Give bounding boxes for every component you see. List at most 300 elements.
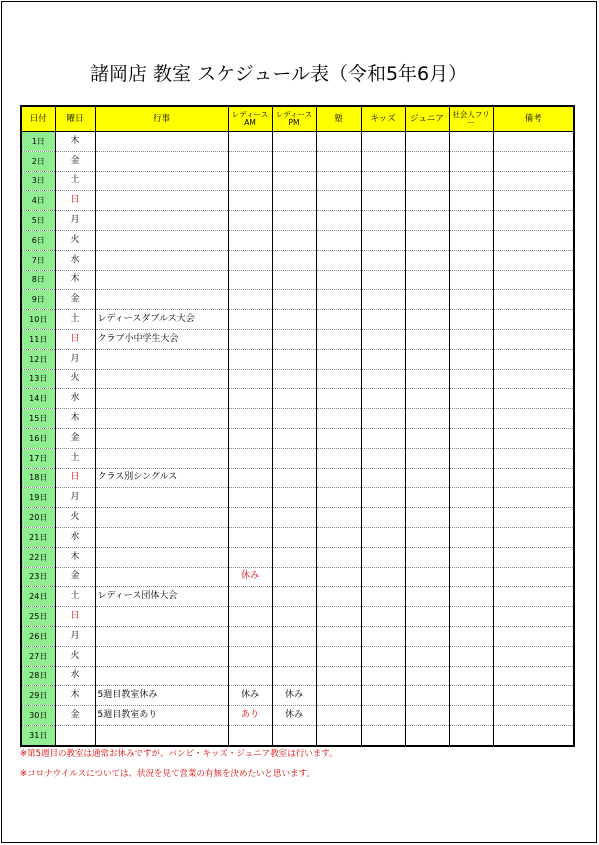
kids-cell (361, 250, 405, 270)
junior-cell (405, 409, 449, 429)
table-row (21, 329, 574, 349)
ladies-pm-cell: 休み (272, 706, 316, 726)
shakaijin-cell (449, 567, 493, 587)
kids-cell (361, 508, 405, 528)
ladies-am-cell (228, 725, 272, 745)
junior-cell (405, 428, 449, 448)
juku-cell (316, 666, 361, 686)
shakaijin-cell (449, 527, 493, 547)
notes-cell (493, 508, 574, 528)
juku-cell (316, 428, 361, 448)
shakaijin-cell (449, 686, 493, 706)
ladies-am-cell (228, 171, 272, 191)
junior-cell (405, 725, 449, 745)
juku-cell (316, 448, 361, 468)
ladies-am-cell (228, 448, 272, 468)
weekday-cell: 日 (55, 468, 95, 488)
junior-cell (405, 230, 449, 250)
table-row (21, 428, 574, 448)
event-cell (95, 290, 228, 310)
juku-cell (316, 211, 361, 231)
notes-cell (493, 626, 574, 646)
ladies-am-cell (228, 132, 272, 152)
junior-cell (405, 132, 449, 152)
event-cell (95, 725, 228, 745)
ladies-pm-cell (272, 508, 316, 528)
ladies-am-cell (228, 191, 272, 211)
table-row (21, 290, 574, 310)
weekday-cell: 木 (55, 132, 95, 152)
ladies-pm-cell (272, 191, 316, 211)
event-cell (95, 607, 228, 627)
notes-cell (493, 250, 574, 270)
table-row (21, 250, 574, 270)
ladies-pm-cell (272, 409, 316, 429)
date-cell: 26日 (21, 626, 55, 646)
weekday-cell: 月 (55, 488, 95, 508)
ladies-pm-cell (272, 666, 316, 686)
date-cell: 15日 (21, 409, 55, 429)
weekday-cell: 月 (55, 626, 95, 646)
shakaijin-cell (449, 666, 493, 686)
ladies-pm-cell (272, 626, 316, 646)
juku-cell (316, 151, 361, 171)
ladies-am-cell (228, 230, 272, 250)
juku-cell (316, 626, 361, 646)
shakaijin-cell (449, 607, 493, 627)
table-row (21, 488, 574, 508)
ladies-pm-cell (272, 310, 316, 330)
ladies-pm-cell (272, 547, 316, 567)
table-row (21, 607, 574, 627)
shakaijin-cell (449, 349, 493, 369)
juku-cell (316, 171, 361, 191)
kids-cell (361, 230, 405, 250)
junior-cell (405, 191, 449, 211)
date-cell: 10日 (21, 310, 55, 330)
juku-cell (316, 508, 361, 528)
table-row (21, 171, 574, 191)
event-cell: クラブ小中学生大会 (95, 329, 228, 349)
ladies-am-cell (228, 270, 272, 290)
shakaijin-cell (449, 389, 493, 409)
weekday-cell: 木 (55, 409, 95, 429)
junior-cell (405, 250, 449, 270)
juku-cell (316, 646, 361, 666)
shakaijin-cell (449, 409, 493, 429)
weekday-cell: 金 (55, 151, 95, 171)
junior-cell (405, 329, 449, 349)
ladies-pm-cell (272, 171, 316, 191)
weekday-cell: 水 (55, 389, 95, 409)
event-cell: 5週目教室休み (95, 686, 228, 706)
kids-cell (361, 428, 405, 448)
notes-cell (493, 527, 574, 547)
ladies-pm-cell (272, 725, 316, 745)
table-row (21, 369, 574, 389)
notes-cell (493, 310, 574, 330)
date-cell: 1日 (21, 132, 55, 152)
junior-cell (405, 508, 449, 528)
event-cell (95, 508, 228, 528)
ladies-am-cell (228, 666, 272, 686)
date-cell: 7日 (21, 250, 55, 270)
juku-cell (316, 132, 361, 152)
table-row (21, 230, 574, 250)
weekday-cell: 金 (55, 290, 95, 310)
junior-cell (405, 567, 449, 587)
date-cell: 2日 (21, 151, 55, 171)
date-cell: 4日 (21, 191, 55, 211)
header-ladies-pm: レディースPM (272, 106, 316, 132)
kids-cell (361, 626, 405, 646)
junior-cell (405, 527, 449, 547)
ladies-am-cell: 休み (228, 567, 272, 587)
juku-cell (316, 290, 361, 310)
ladies-pm-cell (272, 329, 316, 349)
shakaijin-cell (449, 428, 493, 448)
table-row (21, 448, 574, 468)
page-title: 諸岡店 教室 スケジュール表（令和5年6月） (90, 63, 468, 85)
weekday-cell: 金 (55, 706, 95, 726)
date-cell: 8日 (21, 270, 55, 290)
ladies-am-cell (228, 211, 272, 231)
ladies-pm-cell (272, 468, 316, 488)
ladies-am-cell (228, 468, 272, 488)
kids-cell (361, 527, 405, 547)
weekday-cell (55, 725, 95, 745)
weekday-cell: 月 (55, 349, 95, 369)
footnote-fifth-week: ※第5週目の教室は通常お休みですが、バンビ・キッズ・ジュニア教室は行います。 (20, 749, 338, 759)
ladies-am-cell (228, 389, 272, 409)
table-row (21, 349, 574, 369)
kids-cell (361, 666, 405, 686)
notes-cell (493, 270, 574, 290)
ladies-am-cell (228, 646, 272, 666)
kids-cell (361, 369, 405, 389)
kids-cell (361, 686, 405, 706)
table-row (21, 626, 574, 646)
kids-cell (361, 646, 405, 666)
date-cell: 14日 (21, 389, 55, 409)
shakaijin-cell (449, 626, 493, 646)
table-row (21, 270, 574, 290)
date-cell: 28日 (21, 666, 55, 686)
ladies-am-cell (228, 369, 272, 389)
date-cell: 9日 (21, 290, 55, 310)
ladies-pm-cell (272, 488, 316, 508)
table-row (21, 666, 574, 686)
shakaijin-cell (449, 448, 493, 468)
kids-cell (361, 607, 405, 627)
juku-cell (316, 349, 361, 369)
kids-cell (361, 725, 405, 745)
kids-cell (361, 329, 405, 349)
notes-cell (493, 666, 574, 686)
ladies-am-cell (228, 626, 272, 646)
event-cell (95, 191, 228, 211)
shakaijin-cell (449, 706, 493, 726)
event-cell: 5週目教室あり (95, 706, 228, 726)
event-cell (95, 646, 228, 666)
juku-cell (316, 230, 361, 250)
event-cell (95, 428, 228, 448)
kids-cell (361, 389, 405, 409)
notes-cell (493, 191, 574, 211)
shakaijin-cell (449, 508, 493, 528)
ladies-am-cell (228, 409, 272, 429)
event-cell (95, 250, 228, 270)
kids-cell (361, 191, 405, 211)
table-row (21, 151, 574, 171)
juku-cell (316, 607, 361, 627)
header-notes: 備考 (493, 106, 574, 132)
event-cell (95, 567, 228, 587)
kids-cell (361, 290, 405, 310)
kids-cell (361, 706, 405, 726)
junior-cell (405, 626, 449, 646)
event-cell (95, 666, 228, 686)
shakaijin-cell (449, 290, 493, 310)
weekday-cell: 木 (55, 547, 95, 567)
ladies-pm-cell (272, 587, 316, 607)
weekday-cell: 土 (55, 587, 95, 607)
ladies-am-cell (228, 428, 272, 448)
ladies-am-cell: あり (228, 706, 272, 726)
event-cell (95, 409, 228, 429)
event-cell: クラス別シングルス (95, 468, 228, 488)
event-cell (95, 132, 228, 152)
shakaijin-cell (449, 547, 493, 567)
ladies-pm-cell (272, 349, 316, 369)
shakaijin-cell (449, 310, 493, 330)
table-row (21, 211, 574, 231)
junior-cell (405, 468, 449, 488)
ladies-pm-cell (272, 428, 316, 448)
notes-cell (493, 211, 574, 231)
ladies-pm-cell (272, 389, 316, 409)
date-cell: 17日 (21, 448, 55, 468)
table-row (21, 389, 574, 409)
table-row (21, 686, 574, 706)
weekday-cell: 火 (55, 230, 95, 250)
ladies-pm-cell (272, 607, 316, 627)
shakaijin-cell (449, 587, 493, 607)
schedule-table (20, 105, 575, 747)
notes-cell (493, 171, 574, 191)
date-cell: 18日 (21, 468, 55, 488)
weekday-cell: 土 (55, 448, 95, 468)
junior-cell (405, 389, 449, 409)
notes-cell (493, 706, 574, 726)
table-row (21, 587, 574, 607)
kids-cell (361, 409, 405, 429)
date-cell: 21日 (21, 527, 55, 547)
date-cell: 16日 (21, 428, 55, 448)
table-row (21, 567, 574, 587)
header-shakaijin: 社会人フリー (449, 106, 493, 132)
notes-cell (493, 725, 574, 745)
date-cell: 11日 (21, 329, 55, 349)
kids-cell (361, 468, 405, 488)
junior-cell (405, 488, 449, 508)
date-cell: 19日 (21, 488, 55, 508)
event-cell (95, 547, 228, 567)
shakaijin-cell (449, 211, 493, 231)
kids-cell (361, 211, 405, 231)
weekday-cell: 土 (55, 310, 95, 330)
shakaijin-cell (449, 329, 493, 349)
junior-cell (405, 211, 449, 231)
notes-cell (493, 132, 574, 152)
date-cell: 25日 (21, 607, 55, 627)
weekday-cell: 火 (55, 369, 95, 389)
kids-cell (361, 270, 405, 290)
date-cell: 22日 (21, 547, 55, 567)
weekday-cell: 金 (55, 428, 95, 448)
notes-cell (493, 230, 574, 250)
event-cell (95, 448, 228, 468)
juku-cell (316, 310, 361, 330)
event-cell (95, 270, 228, 290)
shakaijin-cell (449, 488, 493, 508)
ladies-pm-cell (272, 270, 316, 290)
notes-cell (493, 349, 574, 369)
ladies-pm-cell: 休み (272, 686, 316, 706)
notes-cell (493, 587, 574, 607)
table-row (21, 706, 574, 726)
juku-cell (316, 547, 361, 567)
notes-cell (493, 686, 574, 706)
weekday-cell: 日 (55, 329, 95, 349)
juku-cell (316, 270, 361, 290)
header-row (21, 106, 574, 132)
date-cell: 12日 (21, 349, 55, 369)
juku-cell (316, 706, 361, 726)
header-kids: キッズ (361, 106, 405, 132)
notes-cell (493, 567, 574, 587)
juku-cell (316, 191, 361, 211)
weekday-cell: 水 (55, 527, 95, 547)
event-cell (95, 527, 228, 547)
juku-cell (316, 369, 361, 389)
shakaijin-cell (449, 151, 493, 171)
juku-cell (316, 725, 361, 745)
juku-cell (316, 389, 361, 409)
header-juku: 塾 (316, 106, 361, 132)
junior-cell (405, 310, 449, 330)
kids-cell (361, 488, 405, 508)
schedule-page (1, 1, 597, 843)
juku-cell (316, 329, 361, 349)
ladies-pm-cell (272, 290, 316, 310)
kids-cell (361, 567, 405, 587)
date-cell: 3日 (21, 171, 55, 191)
table-row (21, 191, 574, 211)
date-cell: 13日 (21, 369, 55, 389)
junior-cell (405, 607, 449, 627)
weekday-cell: 水 (55, 250, 95, 270)
weekday-cell: 火 (55, 646, 95, 666)
shakaijin-cell (449, 270, 493, 290)
weekday-cell: 日 (55, 607, 95, 627)
date-cell: 24日 (21, 587, 55, 607)
date-cell: 20日 (21, 508, 55, 528)
header-junior: ジュニア (405, 106, 449, 132)
ladies-pm-cell (272, 369, 316, 389)
ladies-pm-cell (272, 527, 316, 547)
ladies-am-cell (228, 488, 272, 508)
date-cell: 5日 (21, 211, 55, 231)
ladies-am-cell (228, 547, 272, 567)
header-ladies-am: レディースAM (228, 106, 272, 132)
weekday-cell: 水 (55, 666, 95, 686)
notes-cell (493, 488, 574, 508)
weekday-cell: 金 (55, 567, 95, 587)
ladies-am-cell (228, 151, 272, 171)
footnote-corona: ※コロナウイルスについては、状況を見て営業の有無を決めたいと思います。 (20, 769, 315, 779)
notes-cell (493, 646, 574, 666)
ladies-am-cell (228, 329, 272, 349)
notes-cell (493, 151, 574, 171)
junior-cell (405, 349, 449, 369)
juku-cell (316, 527, 361, 547)
notes-cell (493, 290, 574, 310)
weekday-cell: 火 (55, 508, 95, 528)
date-cell: 23日 (21, 567, 55, 587)
weekday-cell: 日 (55, 191, 95, 211)
ladies-pm-cell (272, 448, 316, 468)
weekday-cell: 木 (55, 270, 95, 290)
shakaijin-cell (449, 725, 493, 745)
event-cell (95, 151, 228, 171)
weekday-cell: 土 (55, 171, 95, 191)
ladies-am-cell (228, 349, 272, 369)
juku-cell (316, 686, 361, 706)
ladies-pm-cell (272, 132, 316, 152)
notes-cell (493, 389, 574, 409)
weekday-cell: 木 (55, 686, 95, 706)
date-cell: 27日 (21, 646, 55, 666)
juku-cell (316, 250, 361, 270)
ladies-am-cell: 休み (228, 686, 272, 706)
junior-cell (405, 587, 449, 607)
table-row (21, 547, 574, 567)
ladies-am-cell (228, 290, 272, 310)
notes-cell (493, 468, 574, 488)
junior-cell (405, 151, 449, 171)
event-cell (95, 211, 228, 231)
date-cell: 30日 (21, 706, 55, 726)
shakaijin-cell (449, 369, 493, 389)
kids-cell (361, 151, 405, 171)
shakaijin-cell (449, 171, 493, 191)
shakaijin-cell (449, 230, 493, 250)
junior-cell (405, 666, 449, 686)
ladies-am-cell (228, 250, 272, 270)
juku-cell (316, 587, 361, 607)
junior-cell (405, 270, 449, 290)
ladies-am-cell (228, 527, 272, 547)
ladies-pm-cell (272, 230, 316, 250)
juku-cell (316, 409, 361, 429)
kids-cell (361, 132, 405, 152)
header-event: 行事 (95, 106, 228, 132)
junior-cell (405, 369, 449, 389)
junior-cell (405, 290, 449, 310)
kids-cell (361, 587, 405, 607)
event-cell (95, 488, 228, 508)
